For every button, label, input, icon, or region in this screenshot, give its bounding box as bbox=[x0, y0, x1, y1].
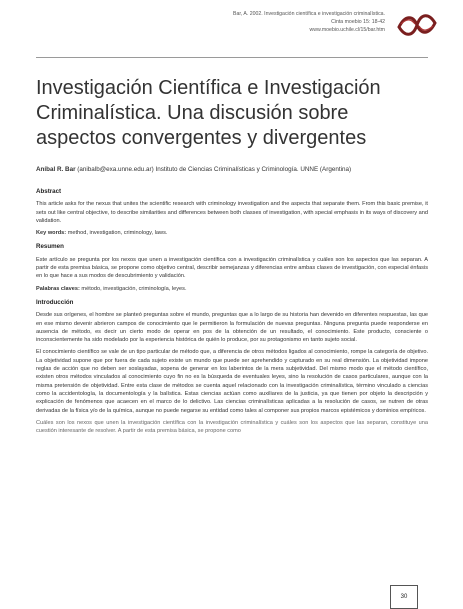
keywords-label: Key words: bbox=[36, 230, 67, 237]
citation-journal: Cinta moebio 15: 18-42 bbox=[331, 19, 385, 25]
intro-heading: Introducción bbox=[36, 298, 74, 306]
paper-title: Investigación Científica e Investigación Criminalística. Una discusión sobre aspectos convergentes y divergentes bbox=[36, 77, 381, 149]
citation-line: Bar, A. 2002. Investigación científica e investigación criminalística. bbox=[233, 11, 385, 17]
resumen-keywords bbox=[36, 285, 428, 293]
citation-header bbox=[233, 10, 385, 34]
keywords-list: method, investigation, criminology, laws. bbox=[67, 230, 168, 237]
page-number: 30 bbox=[390, 585, 418, 609]
author-affiliation: (anibalb@exa.unne.edu.ar) Instituto de Ciencias Criminalísticas y Criminología. UNNE (Argentina) bbox=[77, 166, 352, 173]
intro-paragraph-3: Cuáles son los nexos que unen la investigación científica con la investigación criminalística y cuáles son los aspectos que las separan, constituye una cuestión interesante de resolver. A partir de esta premisa básica, se propone como bbox=[36, 419, 428, 435]
abstract-keywords bbox=[36, 229, 428, 237]
paper-body bbox=[36, 182, 428, 439]
header-rule bbox=[36, 57, 428, 58]
intro-paragraph-2: El conocimiento científico se vale de un tipo particular de método que, a diferencia de otros métodos ligados al conocimiento, rompe la categoría de objetivo. La objetividad supone que por fuera de cada sujeto existe un mundo que puede ser aprehendido y capturado en su real dimensión. La objetividad impone reglas de acción que no deben ser soslayadas, sopena de generar en los laberintos de la mera subjetividad. Del mismo modo que el método científico, existen otros métodos vinculados al conocimiento cuyo fin no es la búsqueda de eventuales leyes, sino la resolución de casos particulares, aunque con la misma pretensión de objetividad. Entre esta clase de métodos se cuenta aquel relacionado con la investigación criminalística, término vinculado a ciencias como la accidentología, la documentología y la balística. Estas ciencias actúan como auxiliares de la justicia, ya que tienen por objeto la descripción y explicación de fenómenos que acaecen en el marco de lo delictivo. Las ciencias criminalísticas aplicadas a la resolución de casos, se nutren de otras derivadas de la física y/o de la química, aunque no puede negarse su entidad como tales al componer sus propios marcos epistémicos y dominios empíricos. bbox=[36, 349, 428, 414]
resumen-heading: Resumen bbox=[36, 243, 64, 251]
journal-logo bbox=[395, 10, 439, 40]
resumen-text: Este artículo se pregunta por los nexos que unen a investigación científica con a investigación criminalística y cuáles son los aspectos que las separan. A partir de esta premisa básica, se propone como objetivo central, describir semejanzas y diferencias entre ambas clases de investigación, con especial énfasis en lo que hace a sus modos de descubrimiento y validación. bbox=[36, 256, 428, 280]
intro-paragraph-1: Desde sus orígenes, el hombre se planteó preguntas sobre el mundo, preguntas que a lo largo de su historia han devenido en diferentes respuestas, las que en ese mismo devenir abrieron campos de conocimiento que le permitieron la formulación de nuevas preguntas. Ninguna pregunta puede responderse en ausencia de método, es decir un cierto modo de operar en pos de la obtención de un resultado, el conocimiento. Este producto, consciente o inconscientemente ha sido modelado por la experiencia histórica de quién lo produce, por su protagonismo en tanto sujeto social. bbox=[36, 312, 428, 344]
palabras-claves-label: Palabras claves: bbox=[36, 285, 80, 292]
abstract-text: This article asks for the nexus that unites the scientific research with criminology investigation and the aspects that separate them. From this basic premise, it sets out like central objective, to describe similarities and differences between both classes of investigation, with special emphasis in its ways of discovery and validation. bbox=[36, 201, 428, 224]
author-line bbox=[36, 166, 431, 173]
abstract-heading: Abstract bbox=[36, 188, 62, 195]
author-name: Aníbal R. Bar bbox=[36, 166, 76, 173]
citation-url[interactable]: www.moebio.uchile.cl/15/bar.htm bbox=[309, 27, 385, 33]
palabras-claves-list: método, investigación, criminología, leyes. bbox=[81, 285, 187, 292]
